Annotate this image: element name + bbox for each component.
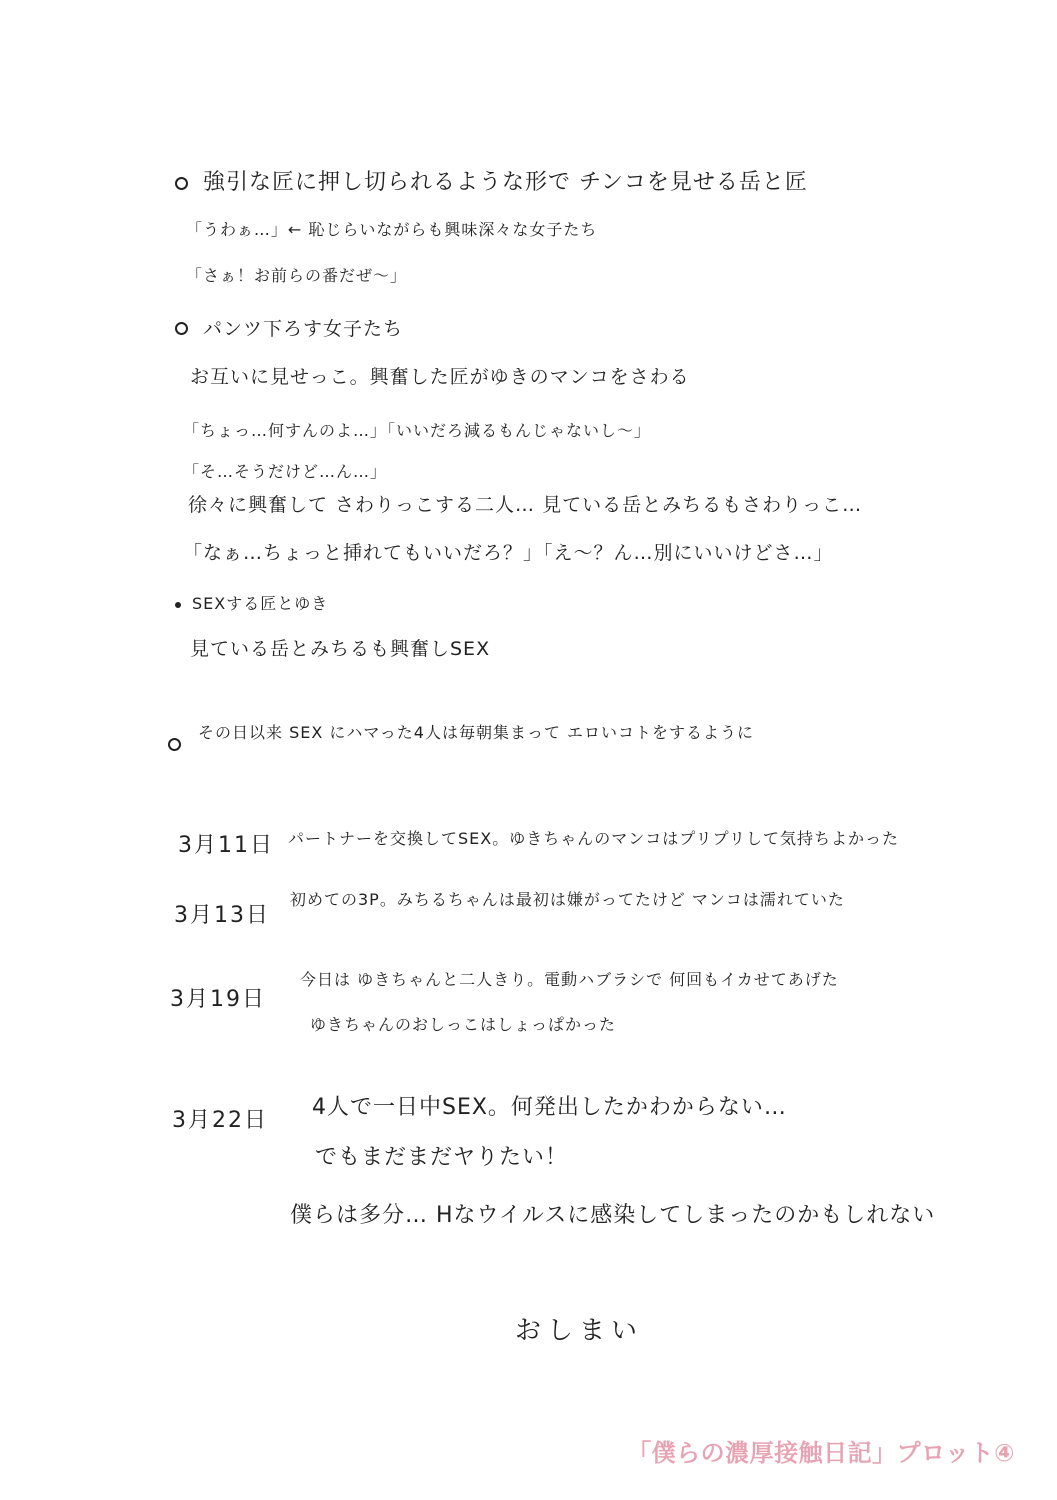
section-1-line-1: 「うわぁ…」← 恥じらいながらも興味深々な女子たち (186, 220, 598, 239)
diary-date: 3月13日 (174, 903, 270, 928)
diary-text-2: でもまだまだヤりたい！ (315, 1145, 569, 1170)
section-2-line-3: 「そ…そうだけど…ん…」 (183, 462, 388, 481)
diary-text: 初めての3P。みちるちゃんは最初は嫌がってたけど マンコは濡れていた (290, 890, 845, 909)
section-2-line-4: 徐々に興奮して さわりっこする二人… 見ている岳とみちるもさわりっこ… (188, 494, 863, 516)
section-3-line-1: 見ている岳とみちるも興奮しSEX (190, 638, 491, 660)
section-1-line-2: 「さぁ！お前らの番だぜ〜」 (186, 266, 408, 285)
diary-date: 3月11日 (178, 833, 274, 858)
bullet-circle-icon (175, 177, 188, 190)
diary-text-2: ゆきちゃんのおしっこはしょっぱかった (310, 1015, 617, 1034)
page-footer-title: 「僕らの濃厚接触日記」プロット④ (627, 1439, 1015, 1467)
section-2-line-5: 「なぁ…ちょっと挿れてもいいだろ？」「え〜？ん…別にいいけどさ…」 (183, 542, 834, 564)
diary-text: パートナーを交換してSEX。ゆきちゃんのマンコはプリプリして気持ちよかった (288, 829, 899, 848)
diary-text: 今日は ゆきちゃんと二人きり。電動ハブラシで 何回もイカせてあげた (300, 970, 839, 989)
diary-date: 3月19日 (170, 987, 266, 1012)
diary-date: 3月22日 (172, 1108, 268, 1133)
signature: おしまい (515, 1316, 644, 1346)
bullet-circle-icon (175, 322, 188, 335)
closing-line: 僕らは多分… Hなウイルスに感染してしまったのかもしれない (290, 1203, 936, 1228)
section-2-title: パンツ下ろす女子たち (203, 318, 404, 340)
section-2-line-2: 「ちょっ…何すんのよ…」「いいだろ減るもんじゃないし〜」 (183, 421, 652, 440)
diary-text: 4人で一日中SEX。何発出したかわからない… (312, 1095, 787, 1120)
bullet-circle-icon (168, 738, 181, 751)
section-1-title: 強引な匠に押し切られるような形で チンコを見せる岳と匠 (203, 170, 808, 195)
section-2-line-1: お互いに見せっこ。興奮した匠がゆきのマンコをさわる (190, 366, 690, 388)
section-3-title: SEXする匠とゆき (192, 594, 329, 613)
bullet-dot-icon (175, 602, 181, 608)
section-4-title: その日以来 SEX にハマった4人は毎朝集まって エロいコトをするように (198, 723, 755, 742)
